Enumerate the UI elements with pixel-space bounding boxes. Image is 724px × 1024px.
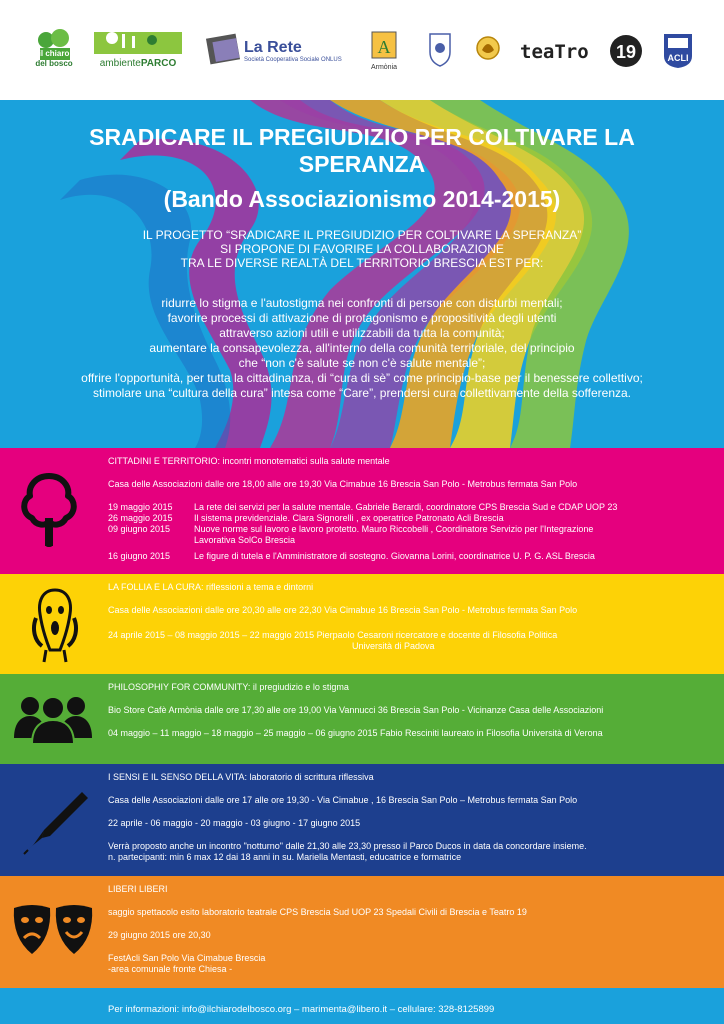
title-line-2: SPERANZA xyxy=(298,151,426,177)
svg-text:19: 19 xyxy=(615,42,637,62)
goal-line: favorire processi di attivazione di protagonismo e propositività degli utenti xyxy=(167,311,557,325)
armonia-logo xyxy=(366,28,402,72)
svg-text:Società Cooperativa Sociale ON: Società Cooperativa Sociale ONLUS xyxy=(244,57,342,63)
section-follia xyxy=(0,574,724,674)
acli-logo xyxy=(660,28,696,72)
schedule-text: Lavorativa SolCo Brescia xyxy=(194,535,296,545)
people-group-icon xyxy=(10,688,96,753)
contact-info: Per informazioni: info@ilchiarodelbosco.org – marimenta@libero.it – cellulare: 328-8125899 xyxy=(108,1004,495,1015)
section-note: n. partecipanti: min 6 max 12 dai 18 anni in su. Mariella Mentasti, educatrice e formatrice xyxy=(108,852,462,862)
section-dates: 22 aprile - 06 maggio - 20 maggio - 03 giugno - 17 giugno 2015 xyxy=(108,818,361,828)
title-line-1: SRADICARE IL PREGIUDIZIO PER COLTIVARE LA xyxy=(89,124,635,150)
lion-crest-logo xyxy=(470,28,506,72)
goal-line: offrire l'opportunità, per tutta la cittadinanza, di “cura di sè” come principio-base per il benessere collettivo; xyxy=(81,371,643,385)
schedule-text: Il sistema previdenziale. Clara Signorelli , ex operatrice Patronato Acli Brescia xyxy=(194,513,504,523)
schedule-row xyxy=(108,535,714,546)
schedule-row xyxy=(108,551,714,562)
la-rete-logo xyxy=(204,28,354,72)
schedule-date: 16 giugno 2015 xyxy=(108,551,171,561)
schedule-date: 09 giugno 2015 xyxy=(108,524,171,534)
goal-line: aumentare la consapevolezza, all'interno della comunità territoriale, del principio xyxy=(149,341,575,355)
il-chiaro-del-bosco-logo xyxy=(30,28,78,72)
schedule-text: Nuove norme sul lavoro e lavoro protetto. Mauro Riccobelli , Coordinatore Servizio per l'Integrazione xyxy=(194,524,594,534)
section-note: Verrà proposto anche un incontro "notturno" dalle 21,30 alle 23,30 presso il Parco Ducos in data da concordare insieme. xyxy=(108,841,587,851)
schedule-text: La rete dei servizi per la salute mentale. Gabriele Berardi, coordinatore CPS Brescia Sud e CDAP UOP 23 xyxy=(194,502,618,512)
section-philosophy xyxy=(0,674,724,764)
intro-line-2: SI PROPONE DI FAVORIRE LA COLLABORAZIONE xyxy=(220,242,504,256)
goal-line: attraverso azioni utili e utilizzabili da tutta la comunità; xyxy=(219,326,505,340)
section-heading: PHILOSOPHIY FOR COMMUNITY: il pregiudizio e lo stigma xyxy=(108,682,349,692)
schedule-text: Le figure di tutela e l'Amministratore di sostegno. Giovanna Lorini, coordinatrice U. P. G. ASL Brescia xyxy=(194,551,595,561)
schedule-row xyxy=(108,502,714,513)
logo-strip xyxy=(0,0,724,100)
svg-text:il chiaro: il chiaro xyxy=(38,49,70,58)
tree-icon xyxy=(14,470,84,555)
theatre-masks-icon xyxy=(12,902,96,969)
goal-line: che “non c'è salute se non c'è salute mentale”; xyxy=(238,356,486,370)
svg-text:ACLI: ACLI xyxy=(667,53,689,63)
section-venue: Casa delle Associazioni dalle ore 18,00 alle ore 19,30 Via Cimabue 16 Brescia San Polo - Metrobus fermata San Polo xyxy=(108,479,578,489)
section-date: 29 giugno 2015 ore 20,30 xyxy=(108,930,211,940)
goal-line: stimolare una “cultura della cura” intesa come “Care”, prendersi cura collettivamente della sofferenza. xyxy=(92,386,632,400)
page-subtitle: (Bando Associazionismo 2014-2015) xyxy=(163,186,561,212)
svg-text:del bosco: del bosco xyxy=(35,59,73,68)
schedule-row xyxy=(108,524,714,535)
section-sensi xyxy=(0,764,724,876)
section-liberi xyxy=(0,876,724,988)
section-venue: Casa delle Associazioni dalle ore 17 alle ore 19,30 - Via Cimabue , 16 Brescia San Polo – Metrobus fermata San Polo xyxy=(108,795,578,805)
comune-crest-logo xyxy=(420,28,460,72)
page-title xyxy=(20,124,704,178)
project-intro xyxy=(40,228,684,270)
section-cittadini xyxy=(0,448,724,574)
schedule-date xyxy=(108,535,194,546)
project-goals xyxy=(20,296,704,401)
ambiente-parco-logo xyxy=(92,28,184,72)
section-affiliation: Università di Padova xyxy=(352,641,435,651)
svg-text:A: A xyxy=(377,37,391,57)
schedule-date: 19 maggio 2015 xyxy=(108,502,173,512)
footer-contacts xyxy=(0,988,724,1024)
fountain-pen-icon xyxy=(20,786,90,861)
section-dates: 04 maggio – 11 maggio – 18 maggio – 25 maggio – 06 giugno 2015 Fabio Resciniti laureato in Filosofia Università di Verona xyxy=(108,728,603,738)
svg-text:teaTro: teaTro xyxy=(520,41,589,63)
teatro19-logo xyxy=(518,28,646,72)
section-description: saggio spettacolo esito laboratorio teatrale CPS Brescia Sud UOP 23 Spedali Civili di Brescia e Teatro 19 xyxy=(108,907,527,917)
scream-face-icon xyxy=(30,584,80,669)
section-heading: CITTADINI E TERRITORIO: incontri monotematici sulla salute mentale xyxy=(108,456,390,466)
section-heading: I SENSI E IL SENSO DELLA VITA: laboratorio di scrittura riflessiva xyxy=(108,772,374,782)
svg-text:ambientePARCO: ambientePARCO xyxy=(99,58,177,69)
section-heading: LIBERI LIBERI xyxy=(108,884,168,894)
hero-banner xyxy=(0,100,724,448)
svg-text:Armònia: Armònia xyxy=(370,64,398,71)
section-venue: Bio Store Cafè Armònia dalle ore 17,30 alle ore 19,00 Via Vannucci 36 Brescia San Polo - Vicinanze Casa delle Associazioni xyxy=(108,705,604,715)
intro-line-3: TRA LE DIVERSE REALTÀ DEL TERRITORIO BRESCIA EST PER: xyxy=(180,256,544,270)
svg-text:La Rete: La Rete xyxy=(244,39,302,56)
schedule-row xyxy=(108,513,714,524)
section-heading: LA FOLLIA E LA CURA: riflessioni a tema e dintorni xyxy=(108,582,314,592)
schedule-date: 26 maggio 2015 xyxy=(108,513,173,523)
intro-line-1: IL PROGETTO “SRADICARE IL PREGIUDIZIO PER COLTIVARE LA SPERANZA” xyxy=(142,228,582,242)
section-dates: 24 aprile 2015 – 08 maggio 2015 – 22 maggio 2015 Pierpaolo Cesaroni ricercatore e docente di Filosofia Politica xyxy=(108,630,558,640)
section-place: -area comunale fronte Chiesa - xyxy=(108,964,233,974)
section-venue: Casa delle Associazioni dalle ore 20,30 alle ore 22,30 Via Cimabue 16 Brescia San Polo - Metrobus fermata San Polo xyxy=(108,605,578,615)
section-place: FestAcli San Polo Via Cimabue Brescia xyxy=(108,953,266,963)
goal-line: ridurre lo stigma e l'autostigma nei confronti di persone con disturbi mentali; xyxy=(161,296,563,310)
